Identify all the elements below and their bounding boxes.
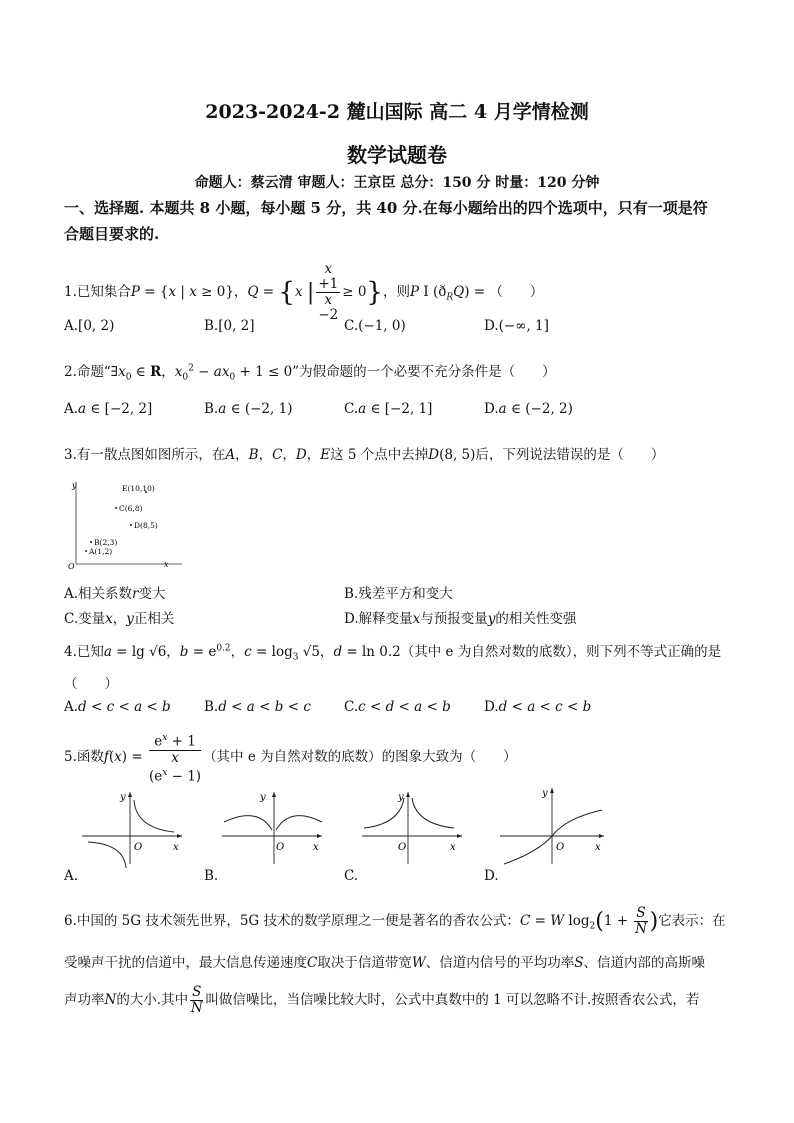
q4-option-b[interactable]: B.d < a < b < c <box>204 699 311 715</box>
question-1: 1.已知集合P = {x | x ≥ 0}，Q = {x | x +1 x −2 ≥ 0}，则P I $(ð_RQ)$ = （ ） <box>64 261 544 323</box>
graph-c[interactable] <box>358 788 468 868</box>
point-b <box>90 541 92 543</box>
q4-blank: （ ） <box>64 676 118 692</box>
graph-b[interactable] <box>218 788 328 868</box>
svg-text:x: x <box>595 842 601 853</box>
q5-label-d[interactable]: D. <box>484 868 499 884</box>
y-axis-label: y <box>72 481 77 490</box>
q1-option-b[interactable]: B.[0, 2] <box>204 318 255 334</box>
section-heading-line2: 合题目要求的. <box>64 225 160 243</box>
point-a-label: A(1,2) <box>89 547 113 556</box>
q2-option-d[interactable]: D.a ∈ (−2, 2) <box>484 401 573 417</box>
svg-text:x: x <box>450 842 456 853</box>
point-e-label: E(10,10) <box>122 484 155 493</box>
question-6-line2: 受噪声干扰的信道中，最大信息传递速度C取决于信道带宽W、信道内信号的平均功率S、信道内部的高斯噪 <box>64 955 705 971</box>
q5-label-c[interactable]: C. <box>344 868 359 884</box>
q3-option-c[interactable]: C.变量x，y正相关 <box>64 611 175 627</box>
section-heading-line1: 一、选择题. 本题共 8 小题，每小题 5 分，共 40 分.在每小题给出的四个选项中，只有一项是符 <box>64 199 708 217</box>
q3-option-a[interactable]: A.相关系数r变大 <box>64 586 166 602</box>
svg-text:y: y <box>120 792 126 803</box>
point-b-label: B(2,3) <box>94 538 118 547</box>
q1-option-d[interactable]: D.(−∞, 1] <box>484 318 549 334</box>
q5-label-a[interactable]: A. <box>64 868 79 884</box>
svg-text:y: y <box>398 792 404 803</box>
question-6-line1: 6.中国的 5G 技术领先世界，5G 技术的数学原理之一便是著名的香农公式：C = W $\log_2(1$ + $\frac{S}{N}$ )它表示：在 <box>64 905 726 937</box>
point-d <box>130 524 132 526</box>
svg-text:O: O <box>398 842 407 853</box>
q5-label-b[interactable]: B. <box>204 868 219 884</box>
svg-text:O: O <box>556 842 565 853</box>
svg-text:x: x <box>173 842 179 853</box>
q4-option-d[interactable]: D.d < a < c < b <box>484 699 592 715</box>
question-5: 5.函数f(x) = $e^x + 1$ x $(e^x - 1)$ （其中 e 为自然对数的底数）的图象大致为（ ） <box>64 733 517 784</box>
x-axis-label: x <box>164 560 169 569</box>
question-3: 3.有一散点图如图所示，在A，B，C，D，E这 5 个点中去掉D(8, 5)后，下列说法错误的是（ ） <box>64 447 665 463</box>
point-c-label: C(6,8) <box>119 504 143 513</box>
exam-meta: 命题人：蔡云清 审题人：王京臣 总分：150 分 时量：120 分钟 <box>194 175 600 191</box>
q1-option-c[interactable]: C.(−1, 0) <box>344 318 406 334</box>
q4-option-c[interactable]: C.c < d < a < b <box>344 699 451 715</box>
point-c <box>115 507 117 509</box>
graph-a[interactable] <box>78 788 188 868</box>
svg-text:x: x <box>313 842 319 853</box>
origin-label: O <box>68 562 75 570</box>
svg-text:O: O <box>134 842 143 853</box>
exam-title: 2023-2024-2 麓山国际 高二 4 月学情检测 <box>205 101 589 123</box>
q2-option-a[interactable]: A.a ∈ [−2, 2] <box>64 401 153 417</box>
svg-text:O: O <box>276 842 285 853</box>
q3-option-d[interactable]: D.解释变量x与预报变量y的相关性变强 <box>344 611 577 627</box>
q3-option-b[interactable]: B.残差平方和变大 <box>344 586 453 602</box>
q4-option-a[interactable]: A.d < c < a < b <box>64 699 171 715</box>
scatter-plot <box>64 478 184 570</box>
point-d-label: D(8,5) <box>134 521 158 530</box>
svg-text:y: y <box>542 788 548 799</box>
q2-option-b[interactable]: B.a ∈ (−2, 1) <box>204 401 293 417</box>
svg-text:y: y <box>260 792 266 803</box>
q1-option-a[interactable]: A.[0, 2) <box>64 318 115 334</box>
exam-subtitle: 数学试题卷 <box>347 143 447 167</box>
q2-option-c[interactable]: C.a ∈ [−2, 1] <box>344 401 433 417</box>
point-a <box>85 550 87 552</box>
question-2: 2.命题“$\exists x_0$ ∈ R，$x_0^2 - ax_0 + 1 \le 0$”为假命题的一个必要不充分条件是（ ） <box>64 363 556 383</box>
question-4: 4.已知a = lg √6，$b = e^{0.2}$，$c = \log_3 √5$，d = ln 0.2（其中 e 为自然对数的底数），则下列不等式正确的是 <box>64 643 722 663</box>
question-6-line3: 声功率N的大小.其中 $\frac{S}{N}$ 叫做信噪比，当信噪比较大时，公式中真数中的 1 可以忽略不计.按照香农公式，若 <box>64 984 700 1016</box>
graph-d[interactable] <box>498 784 610 868</box>
